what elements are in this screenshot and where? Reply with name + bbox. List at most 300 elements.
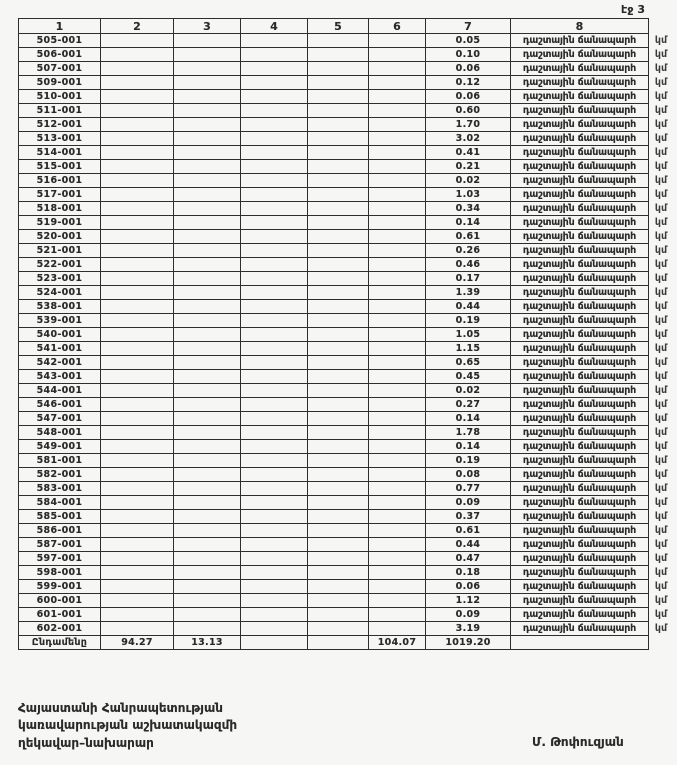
empty-cell-col3 [174,90,241,104]
empty-cell-col3 [174,216,241,230]
empty-cell-col4 [241,48,308,62]
empty-cell-col3 [174,384,241,398]
empty-cell-col5 [308,552,369,566]
table-row [19,160,674,174]
segment-id-cell: 511-001 [19,104,101,118]
empty-cell-col2 [101,342,174,356]
empty-cell-col6 [369,426,426,440]
empty-cell-col2 [101,594,174,608]
empty-cell-col6 [369,132,426,146]
unit-label: կմ [654,468,668,480]
empty-cell-col3 [174,538,241,552]
empty-cell-col2 [101,314,174,328]
empty-cell-col2 [101,146,174,160]
empty-cell-col6 [369,202,426,216]
empty-cell-col3 [174,454,241,468]
road-type-cell: դաշտային ճանապարհ [511,258,649,272]
empty-cell-col4 [241,342,308,356]
length-value-cell: 1.03 [426,188,511,202]
segment-id-cell: 509-001 [19,76,101,90]
segment-id-cell: 517-001 [19,188,101,202]
length-value-cell: 0.06 [426,580,511,594]
table-row [19,48,674,62]
empty-cell-col2 [101,398,174,412]
empty-cell-col3 [174,342,241,356]
empty-cell-col6 [369,48,426,62]
segment-id-cell: 587-001 [19,538,101,552]
segment-id-cell: 585-001 [19,510,101,524]
unit-label: կմ [654,482,668,494]
road-type-cell: դաշտային ճանապարհ [511,272,649,286]
empty-cell-col5 [308,300,369,314]
length-value-cell: 0.14 [426,216,511,230]
empty-cell-col6 [369,160,426,174]
totals-col5-empty [308,636,369,650]
segment-id-cell: 540-001 [19,328,101,342]
length-value-cell: 1.39 [426,286,511,300]
column-header-8: 8 [511,19,649,34]
empty-cell-col4 [241,174,308,188]
road-type-cell: դաշտային ճանապարհ [511,622,649,636]
totals-col2: 94.27 [101,636,174,650]
segment-id-cell: 542-001 [19,356,101,370]
empty-cell-col4 [241,216,308,230]
table-row [19,34,674,48]
length-value-cell: 3.02 [426,132,511,146]
length-value-cell: 1.12 [426,594,511,608]
road-type-cell: դաշտային ճանապարհ [511,356,649,370]
empty-cell-col2 [101,76,174,90]
empty-cell-col4 [241,300,308,314]
empty-cell-col5 [308,440,369,454]
segment-id-cell: 521-001 [19,244,101,258]
empty-cell-col6 [369,538,426,552]
road-type-cell: դաշտային ճանապարհ [511,440,649,454]
empty-cell-col4 [241,370,308,384]
unit-label: կմ [654,188,668,200]
empty-cell-col2 [101,496,174,510]
empty-cell-col2 [101,510,174,524]
empty-cell-col3 [174,510,241,524]
empty-cell-col2 [101,622,174,636]
empty-cell-col3 [174,608,241,622]
segment-id-cell: 599-001 [19,580,101,594]
empty-cell-col6 [369,272,426,286]
column-header-7: 7 [426,19,511,34]
segment-id-cell: 549-001 [19,440,101,454]
table-row [19,90,674,104]
empty-cell-col3 [174,426,241,440]
empty-cell-col2 [101,384,174,398]
empty-cell-col2 [101,132,174,146]
road-type-cell: դաշտային ճանապարհ [511,62,649,76]
empty-cell-col3 [174,594,241,608]
unit-label: կմ [654,132,668,144]
empty-cell-col2 [101,608,174,622]
road-type-cell: դաշտային ճանապարհ [511,370,649,384]
table-row [19,216,674,230]
empty-cell-col2 [101,468,174,482]
empty-cell-col3 [174,76,241,90]
empty-cell-col4 [241,510,308,524]
segment-id-cell: 583-001 [19,482,101,496]
empty-cell-col3 [174,286,241,300]
empty-cell-col6 [369,594,426,608]
unit-label: կմ [654,104,668,116]
unit-label: կմ [654,34,668,46]
unit-label: կմ [654,342,668,354]
table-row [19,118,674,132]
empty-cell-col5 [308,34,369,48]
empty-cell-col6 [369,496,426,510]
unit-label: կմ [654,552,668,564]
table-row [19,440,674,454]
empty-cell-col3 [174,132,241,146]
segment-id-cell: 543-001 [19,370,101,384]
length-value-cell: 0.14 [426,440,511,454]
empty-cell-col5 [308,244,369,258]
totals-unit-spacer [649,636,674,650]
unit-label: կմ [654,440,668,452]
segment-id-cell: 582-001 [19,468,101,482]
length-value-cell: 0.65 [426,356,511,370]
empty-cell-col6 [369,216,426,230]
empty-cell-col3 [174,622,241,636]
segment-id-cell: 515-001 [19,160,101,174]
empty-cell-col3 [174,566,241,580]
length-value-cell: 1.15 [426,342,511,356]
unit-label: կմ [654,384,668,396]
table-row [19,300,674,314]
segment-id-cell: 581-001 [19,454,101,468]
length-value-cell: 0.14 [426,412,511,426]
unit-label: կմ [654,230,668,242]
empty-cell-col4 [241,608,308,622]
unit-label: կմ [654,398,668,410]
empty-cell-col5 [308,76,369,90]
segment-id-cell: 538-001 [19,300,101,314]
length-value-cell: 0.02 [426,384,511,398]
empty-cell-col5 [308,412,369,426]
road-type-cell: դաշտային ճանապարհ [511,160,649,174]
table-row [19,76,674,90]
length-value-cell: 1.70 [426,118,511,132]
segment-id-cell: 602-001 [19,622,101,636]
table-row [19,174,674,188]
empty-cell-col5 [308,146,369,160]
totals-col4-empty [241,636,308,650]
empty-cell-col3 [174,244,241,258]
totals-col3: 13.13 [174,636,241,650]
empty-cell-col5 [308,90,369,104]
empty-cell-col3 [174,48,241,62]
empty-cell-col3 [174,230,241,244]
empty-cell-col4 [241,398,308,412]
length-value-cell: 0.77 [426,482,511,496]
unit-label: կմ [654,328,668,340]
empty-cell-col2 [101,412,174,426]
road-type-cell: դաշտային ճանապարհ [511,244,649,258]
table-row [19,566,674,580]
empty-cell-col2 [101,160,174,174]
empty-cell-col2 [101,482,174,496]
empty-cell-col6 [369,440,426,454]
empty-cell-col4 [241,202,308,216]
segment-id-cell: 516-001 [19,174,101,188]
empty-cell-col4 [241,118,308,132]
table-row [19,328,674,342]
empty-cell-col2 [101,202,174,216]
table-row [19,188,674,202]
empty-cell-col4 [241,132,308,146]
empty-cell-col5 [308,216,369,230]
unit-label: կմ [654,580,668,592]
unit-label: կմ [654,314,668,326]
segment-id-cell: 518-001 [19,202,101,216]
road-type-cell: դաշտային ճանապարհ [511,552,649,566]
length-value-cell: 0.05 [426,34,511,48]
empty-cell-col3 [174,524,241,538]
unit-label: կմ [654,370,668,382]
length-value-cell: 1.05 [426,328,511,342]
road-type-cell: դաշտային ճանապարհ [511,608,649,622]
segment-id-cell: 548-001 [19,426,101,440]
empty-cell-col6 [369,580,426,594]
column-header-6: 6 [369,19,426,34]
empty-cell-col6 [369,34,426,48]
empty-cell-col2 [101,286,174,300]
table-row [19,146,674,160]
unit-label: կմ [654,202,668,214]
road-type-cell: դաշտային ճանապարհ [511,384,649,398]
table-header-row [19,19,674,34]
unit-label: կմ [654,412,668,424]
empty-cell-col3 [174,300,241,314]
empty-cell-col4 [241,146,308,160]
issuer-block [18,700,237,752]
empty-cell-col2 [101,230,174,244]
empty-cell-col6 [369,398,426,412]
empty-cell-col3 [174,62,241,76]
road-type-cell: դաշտային ճանապարհ [511,454,649,468]
empty-cell-col4 [241,104,308,118]
segment-id-cell: 505-001 [19,34,101,48]
empty-cell-col5 [308,538,369,552]
empty-cell-col4 [241,286,308,300]
table-row [19,370,674,384]
empty-cell-col6 [369,104,426,118]
empty-cell-col3 [174,356,241,370]
unit-label: կմ [654,356,668,368]
length-value-cell: 0.19 [426,454,511,468]
length-value-cell: 0.45 [426,370,511,384]
road-type-cell: դաշտային ճանապարհ [511,146,649,160]
empty-cell-col2 [101,454,174,468]
empty-cell-col2 [101,188,174,202]
length-value-cell: 0.60 [426,104,511,118]
empty-cell-col2 [101,244,174,258]
table-row [19,468,674,482]
length-value-cell: 0.10 [426,48,511,62]
empty-cell-col2 [101,34,174,48]
table-row [19,104,674,118]
empty-cell-col2 [101,118,174,132]
empty-cell-col4 [241,62,308,76]
segment-id-cell: 506-001 [19,48,101,62]
unit-label: կմ [654,538,668,550]
road-type-cell: դաշտային ճանապարհ [511,216,649,230]
empty-cell-col3 [174,146,241,160]
empty-cell-col2 [101,90,174,104]
length-value-cell: 0.09 [426,608,511,622]
road-type-cell: դաշտային ճանապարհ [511,104,649,118]
empty-cell-col6 [369,300,426,314]
empty-cell-col6 [369,412,426,426]
road-type-cell: դաշտային ճանապարհ [511,76,649,90]
empty-cell-col4 [241,622,308,636]
empty-cell-col5 [308,314,369,328]
empty-cell-col4 [241,384,308,398]
empty-cell-col4 [241,90,308,104]
unit-label: կմ [654,258,668,270]
unit-label: կմ [654,608,668,620]
empty-cell-col4 [241,496,308,510]
issuer-line-3: ղեկավար–նախարար [18,735,154,750]
empty-cell-col3 [174,370,241,384]
column-header-4: 4 [241,19,308,34]
segment-id-cell: 586-001 [19,524,101,538]
table-row [19,244,674,258]
empty-cell-col5 [308,482,369,496]
road-type-cell: դաշտային ճանապարհ [511,48,649,62]
empty-cell-col2 [101,272,174,286]
empty-cell-col3 [174,482,241,496]
empty-cell-col6 [369,566,426,580]
empty-cell-col4 [241,482,308,496]
table-row [19,524,674,538]
column-header-3: 3 [174,19,241,34]
empty-cell-col3 [174,580,241,594]
empty-cell-col4 [241,272,308,286]
road-type-cell: դաշտային ճանապարհ [511,300,649,314]
road-type-cell: դաշտային ճանապարհ [511,524,649,538]
empty-cell-col2 [101,524,174,538]
empty-cell-col2 [101,104,174,118]
table-row [19,398,674,412]
unit-label: կմ [654,300,668,312]
empty-cell-col3 [174,314,241,328]
empty-cell-col3 [174,34,241,48]
empty-cell-col3 [174,160,241,174]
road-type-cell: դաշտային ճանապարհ [511,580,649,594]
empty-cell-col6 [369,552,426,566]
table-row [19,314,674,328]
empty-cell-col6 [369,314,426,328]
empty-cell-col4 [241,258,308,272]
table-row [19,552,674,566]
unit-label: կմ [654,594,668,606]
unit-label: կմ [654,160,668,172]
empty-cell-col5 [308,160,369,174]
issuer-line-1: Հայաստանի Հանրապետության [18,701,223,715]
length-value-cell: 0.47 [426,552,511,566]
road-type-cell: դաշտային ճանապարհ [511,412,649,426]
unit-header-spacer [649,19,674,34]
unit-label: կմ [654,426,668,438]
empty-cell-col5 [308,398,369,412]
length-value-cell: 0.34 [426,202,511,216]
road-type-cell: դաշտային ճանապարհ [511,118,649,132]
table-row [19,538,674,552]
empty-cell-col3 [174,188,241,202]
empty-cell-col5 [308,454,369,468]
unit-label: կմ [654,62,668,74]
column-header-2: 2 [101,19,174,34]
road-type-cell: դաշտային ճանապարհ [511,174,649,188]
empty-cell-col5 [308,496,369,510]
segment-id-cell: 601-001 [19,608,101,622]
table-row [19,286,674,300]
length-value-cell: 3.19 [426,622,511,636]
road-type-cell: դաշտային ճանապարհ [511,132,649,146]
empty-cell-col4 [241,468,308,482]
empty-cell-col3 [174,118,241,132]
empty-cell-col5 [308,580,369,594]
segment-id-cell: 510-001 [19,90,101,104]
column-header-5: 5 [308,19,369,34]
empty-cell-col2 [101,566,174,580]
unit-label: կմ [654,566,668,578]
length-value-cell: 0.44 [426,300,511,314]
segment-id-cell: 524-001 [19,286,101,300]
road-type-cell: դաշտային ճանապարհ [511,342,649,356]
empty-cell-col5 [308,62,369,76]
length-value-cell: 0.26 [426,244,511,258]
table-row [19,272,674,286]
length-value-cell: 0.02 [426,174,511,188]
empty-cell-col6 [369,342,426,356]
empty-cell-col4 [241,440,308,454]
road-type-cell: դաշտային ճանապարհ [511,34,649,48]
empty-cell-col6 [369,524,426,538]
empty-cell-col5 [308,48,369,62]
totals-col6: 104.07 [369,636,426,650]
empty-cell-col3 [174,468,241,482]
length-value-cell: 0.19 [426,314,511,328]
empty-cell-col4 [241,230,308,244]
empty-cell-col4 [241,426,308,440]
column-header-1: 1 [19,19,101,34]
empty-cell-col5 [308,426,369,440]
segment-id-cell: 547-001 [19,412,101,426]
empty-cell-col5 [308,258,369,272]
empty-cell-col5 [308,384,369,398]
unit-label: կմ [654,244,668,256]
empty-cell-col2 [101,552,174,566]
empty-cell-col4 [241,580,308,594]
segment-id-cell: 541-001 [19,342,101,356]
road-type-cell: դաշտային ճանապարհ [511,398,649,412]
length-value-cell: 0.18 [426,566,511,580]
segment-id-cell: 514-001 [19,146,101,160]
empty-cell-col5 [308,174,369,188]
length-value-cell: 0.27 [426,398,511,412]
table-row [19,482,674,496]
empty-cell-col4 [241,160,308,174]
unit-label: կմ [654,622,668,634]
empty-cell-col6 [369,174,426,188]
table-row [19,510,674,524]
